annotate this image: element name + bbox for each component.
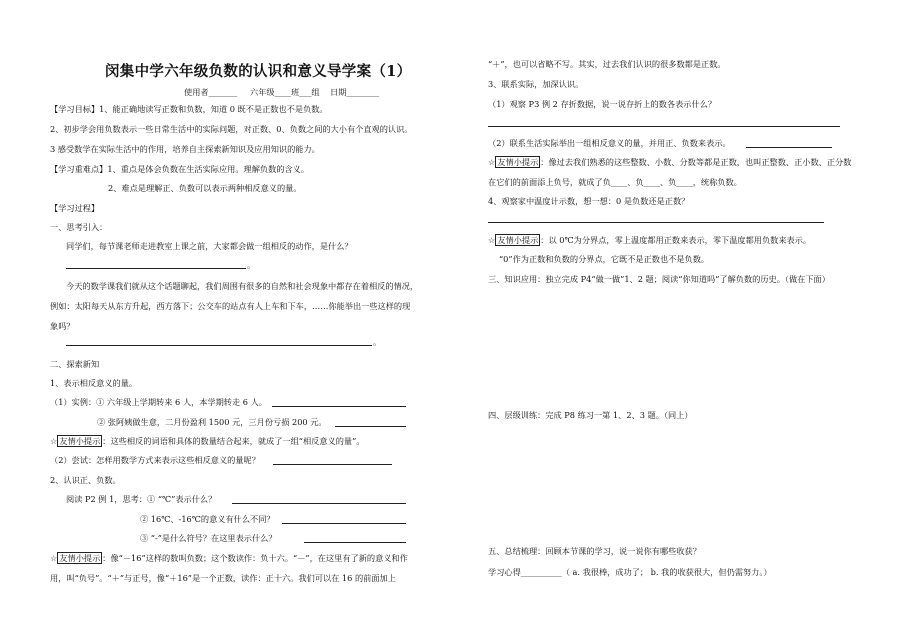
page-title: 闵集中学六年级负数的认识和意义导学案（1） (105, 63, 412, 80)
answer-line[interactable] (304, 542, 406, 543)
answer-line[interactable] (746, 147, 832, 148)
tip-line: ☆ 友情小提示 ：以 0℃为分界点，零上温度都用正数来表示，零下温度都用负数来表示。 (488, 235, 812, 245)
paragraph-text: 象吗？ (50, 321, 75, 331)
example-text: ② 张阿姨做生意，二月份盈利 1500 元，三月份亏损 200 元。 (97, 417, 327, 427)
tip-line: 在它们的前面添上负号，就成了负____、负____、负____，统称负数。 (488, 177, 742, 187)
paragraph-text: 例如：太阳每天从东方升起，西方落下；公交车的站点有人上车和下车，……你能举出一些这样的现 (50, 301, 411, 311)
meta-grade: 六年级____班___组 (250, 87, 320, 97)
answer-end: 。 (247, 260, 256, 270)
reflection-text: 学习心得__________（ a. 我很棒，成功了； b. 我的收获很大，但仍需努力。） (488, 567, 772, 577)
paragraph-text: “＋”，也可以省略不写。其实，过去我们认识的很多数都是正数。 (488, 59, 726, 69)
tip-line: ☆ 友情小提示 ：像“－16”这样的数叫负数；这个数读作：负十六。“－”，在这里有了新的意义和作 (50, 553, 408, 563)
answer-line[interactable] (488, 222, 824, 223)
tip-line: ☆ 友情小提示 ：像过去我们熟悉的这些整数、小数、分数等都是正数，也叫正整数、正小数、正分数 (488, 157, 852, 167)
question-text: ③ “-”是什么符号？在这里表示什么？ (140, 533, 277, 543)
key-line: 【学习重难点】1、重点是体会负数在生活实际应用。理解负数的含义。 (50, 164, 310, 174)
answer-end: 。 (373, 337, 382, 347)
section-heading: 二、探索新知 (50, 359, 100, 369)
question-text: 同学们，每节课老师走进教室上课之前，大家都会做一组相反的动作，是什么？ (66, 241, 353, 251)
answer-line[interactable] (66, 268, 246, 269)
key-line: 2、难点是理解正、负数可以表示两种相反意义的量。 (108, 183, 302, 193)
tip-box: 友情小提示 (497, 157, 539, 167)
tip-box: 友情小提示 (59, 436, 101, 446)
example-text: （1）实例：① 六年级上学期转来 6 人，本学期转走 6 人。 (50, 397, 267, 407)
paragraph-text: 今天的数学课我们就从这个话题聊起，我们周围有很多的自然和社会现象中都存在着相反的情况， (66, 281, 419, 291)
subsection-heading: 3、联系实际，加深认识。 (488, 79, 584, 89)
answer-line[interactable] (272, 406, 406, 407)
section-heading: 三、知识应用：独立完成 P4“做一做”1、2 题；阅读“你知道吗”了解负数的历史。（做在下面） (488, 274, 830, 284)
question-text: （2）联系生活实际举出一组相反意义的量，并用正、负数来表示。 (488, 138, 731, 148)
question-text: ② 16℃、-16℃的意义有什么不同？ (140, 514, 275, 524)
goal-line: 2、初步学会用负数表示一些日常生活中的实际问题，对正数、0、负数之间的大小有个直观的认识。 (50, 124, 413, 134)
section-heading: 四、层级训练：完成 P8 练习一第 1、2、3 题。（同上） (488, 410, 693, 420)
tip-line: 用，叫“负号”。“＋”与正号，像“＋16”是一个正数，读作：正十六。我们可以在 16 的前面加上 (50, 573, 396, 583)
answer-line[interactable] (335, 426, 406, 427)
subsection-heading: 2、认识正、负数。 (50, 475, 121, 485)
tip-box: 友情小提示 (59, 553, 101, 563)
meta-date: 日期________ (330, 87, 380, 97)
answer-line[interactable] (282, 523, 406, 524)
answer-line[interactable] (66, 345, 372, 346)
question-text: （1）观察 P3 例 2 存折数据，说一说存折上的数各表示什么？ (488, 99, 717, 109)
paragraph-text: “0”作为正数和负数的分界点，它既不是正数也不是负数。 (499, 254, 710, 264)
section-heading: 一、思考引入： (50, 222, 108, 232)
answer-line[interactable] (273, 464, 392, 465)
tip-line: ☆ 友情小提示 ：这些相反的词语和具体的数量结合起来，就成了一组“相反意义的量”。 (50, 436, 365, 446)
meta-user: 使用者_______ (184, 87, 238, 97)
question-text: 阅读 P2 例 1，思考：① “℃”表示什么？ (66, 494, 217, 504)
section-heading: 五、总结梳理：回顾本节课的学习，说一说你有哪些收获？ (488, 546, 701, 556)
question-text: 4、观察家中温度计示数，想一想：0 是负数还是正数？ (488, 196, 690, 206)
subsection-heading: 1、表示相反意义的量。 (50, 378, 138, 388)
answer-line[interactable] (488, 126, 840, 127)
try-text: （2）尝试：怎样用数学方式来表示这些相反意义的量呢？ (50, 455, 260, 465)
answer-line[interactable] (232, 503, 406, 504)
section-heading: 【学习过程】 (50, 203, 100, 213)
goal-line: 【学习目标】1、能正确地读写正数和负数，知道 0 既不是正数也不是负数。 (50, 104, 328, 114)
goal-line: 3 感受数学在实际生活中的作用，培养自主探索新知识及应用知识的能力。 (50, 144, 320, 154)
tip-box: 友情小提示 (497, 235, 539, 245)
